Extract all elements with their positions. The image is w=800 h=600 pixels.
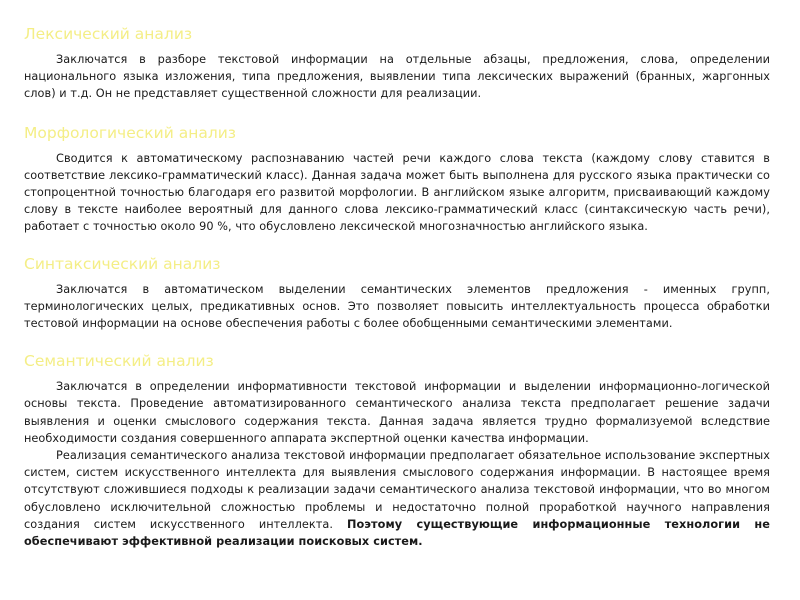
paragraph-bold-conclusion: Поэтому существующие информационные технологии не обеспечивают эффективной реализации поисковых систем. — [24, 517, 770, 549]
section-morphological-analysis — [24, 123, 770, 236]
section-paragraph: Заключатся в определении информативности текстовой информации и выделении информационно-логической основы текста. Проведение автоматизированного семантического анализа текста предполагает решение задачи выявления и оценки смыслового содержания текста. Данная задача является трудно формализуемой вследствие необходимости создания совершенного аппарата экспертной оценки качества информации. — [24, 380, 770, 445]
document-page — [24, 24, 770, 568]
section-paragraph: Сводится к автоматическому распознаванию частей речи каждого слова текста (каждому слову ставится в соответствие лексико-грамматический класс). Данная задача может быть выполнена для русского языка практически со стопроцентной точностью благодаря его развитой морфологии. В английском языке алгоритм, присваивающий каждому слову в тексте наиболее вероятный для данного слова лексико-грамматический класс (синтаксическую часть речи), работает с точностью около 90 %, что обусловлено лексической многозначностью английского языка. — [24, 151, 770, 234]
section-heading: Морфологический анализ — [24, 123, 237, 142]
section-heading: Синтаксический анализ — [24, 254, 221, 273]
section-paragraph: Заключатся в автоматическом выделении семантических элементов предложения - именных групп, терминологических целых, предикативных основ. Это позволяет повысить интеллектуальность процесса обработки тестовой информации на основе обеспечения работы с более обобщенными семантическими элементами. — [24, 282, 770, 331]
paragraph-text: Реализация семантического анализа текстовой информации предполагает обязательное использование экспертных систем, систем искусственного интеллекта для выявления смыслового содержания информации. В настоящее время отсутствуют сложившиеся подходы к реализации задачи семантического анализа текстовой информации, что во многом обусловлено исключительной сложностью проблемы и недостаточно полной проработкой научного направления создания систем искусственного интеллекта. — [24, 449, 770, 531]
section-heading: Лексический анализ — [24, 25, 193, 43]
section-syntactic-analysis — [24, 254, 770, 333]
section-paragraph — [24, 447, 770, 550]
section-heading: Семантический анализ — [24, 352, 214, 371]
section-semantic-analysis — [24, 351, 770, 550]
section-lexical-analysis — [24, 24, 770, 103]
section-paragraph: Заключатся в разборе текстовой информации на отдельные абзацы, предложения, слова, определении национального языка изложения, типа предложения, выявлении типа лексических выражений (бранных, жаргонных слов) и т.д. Он не представляет существенной сложности для реализации. — [24, 53, 770, 101]
